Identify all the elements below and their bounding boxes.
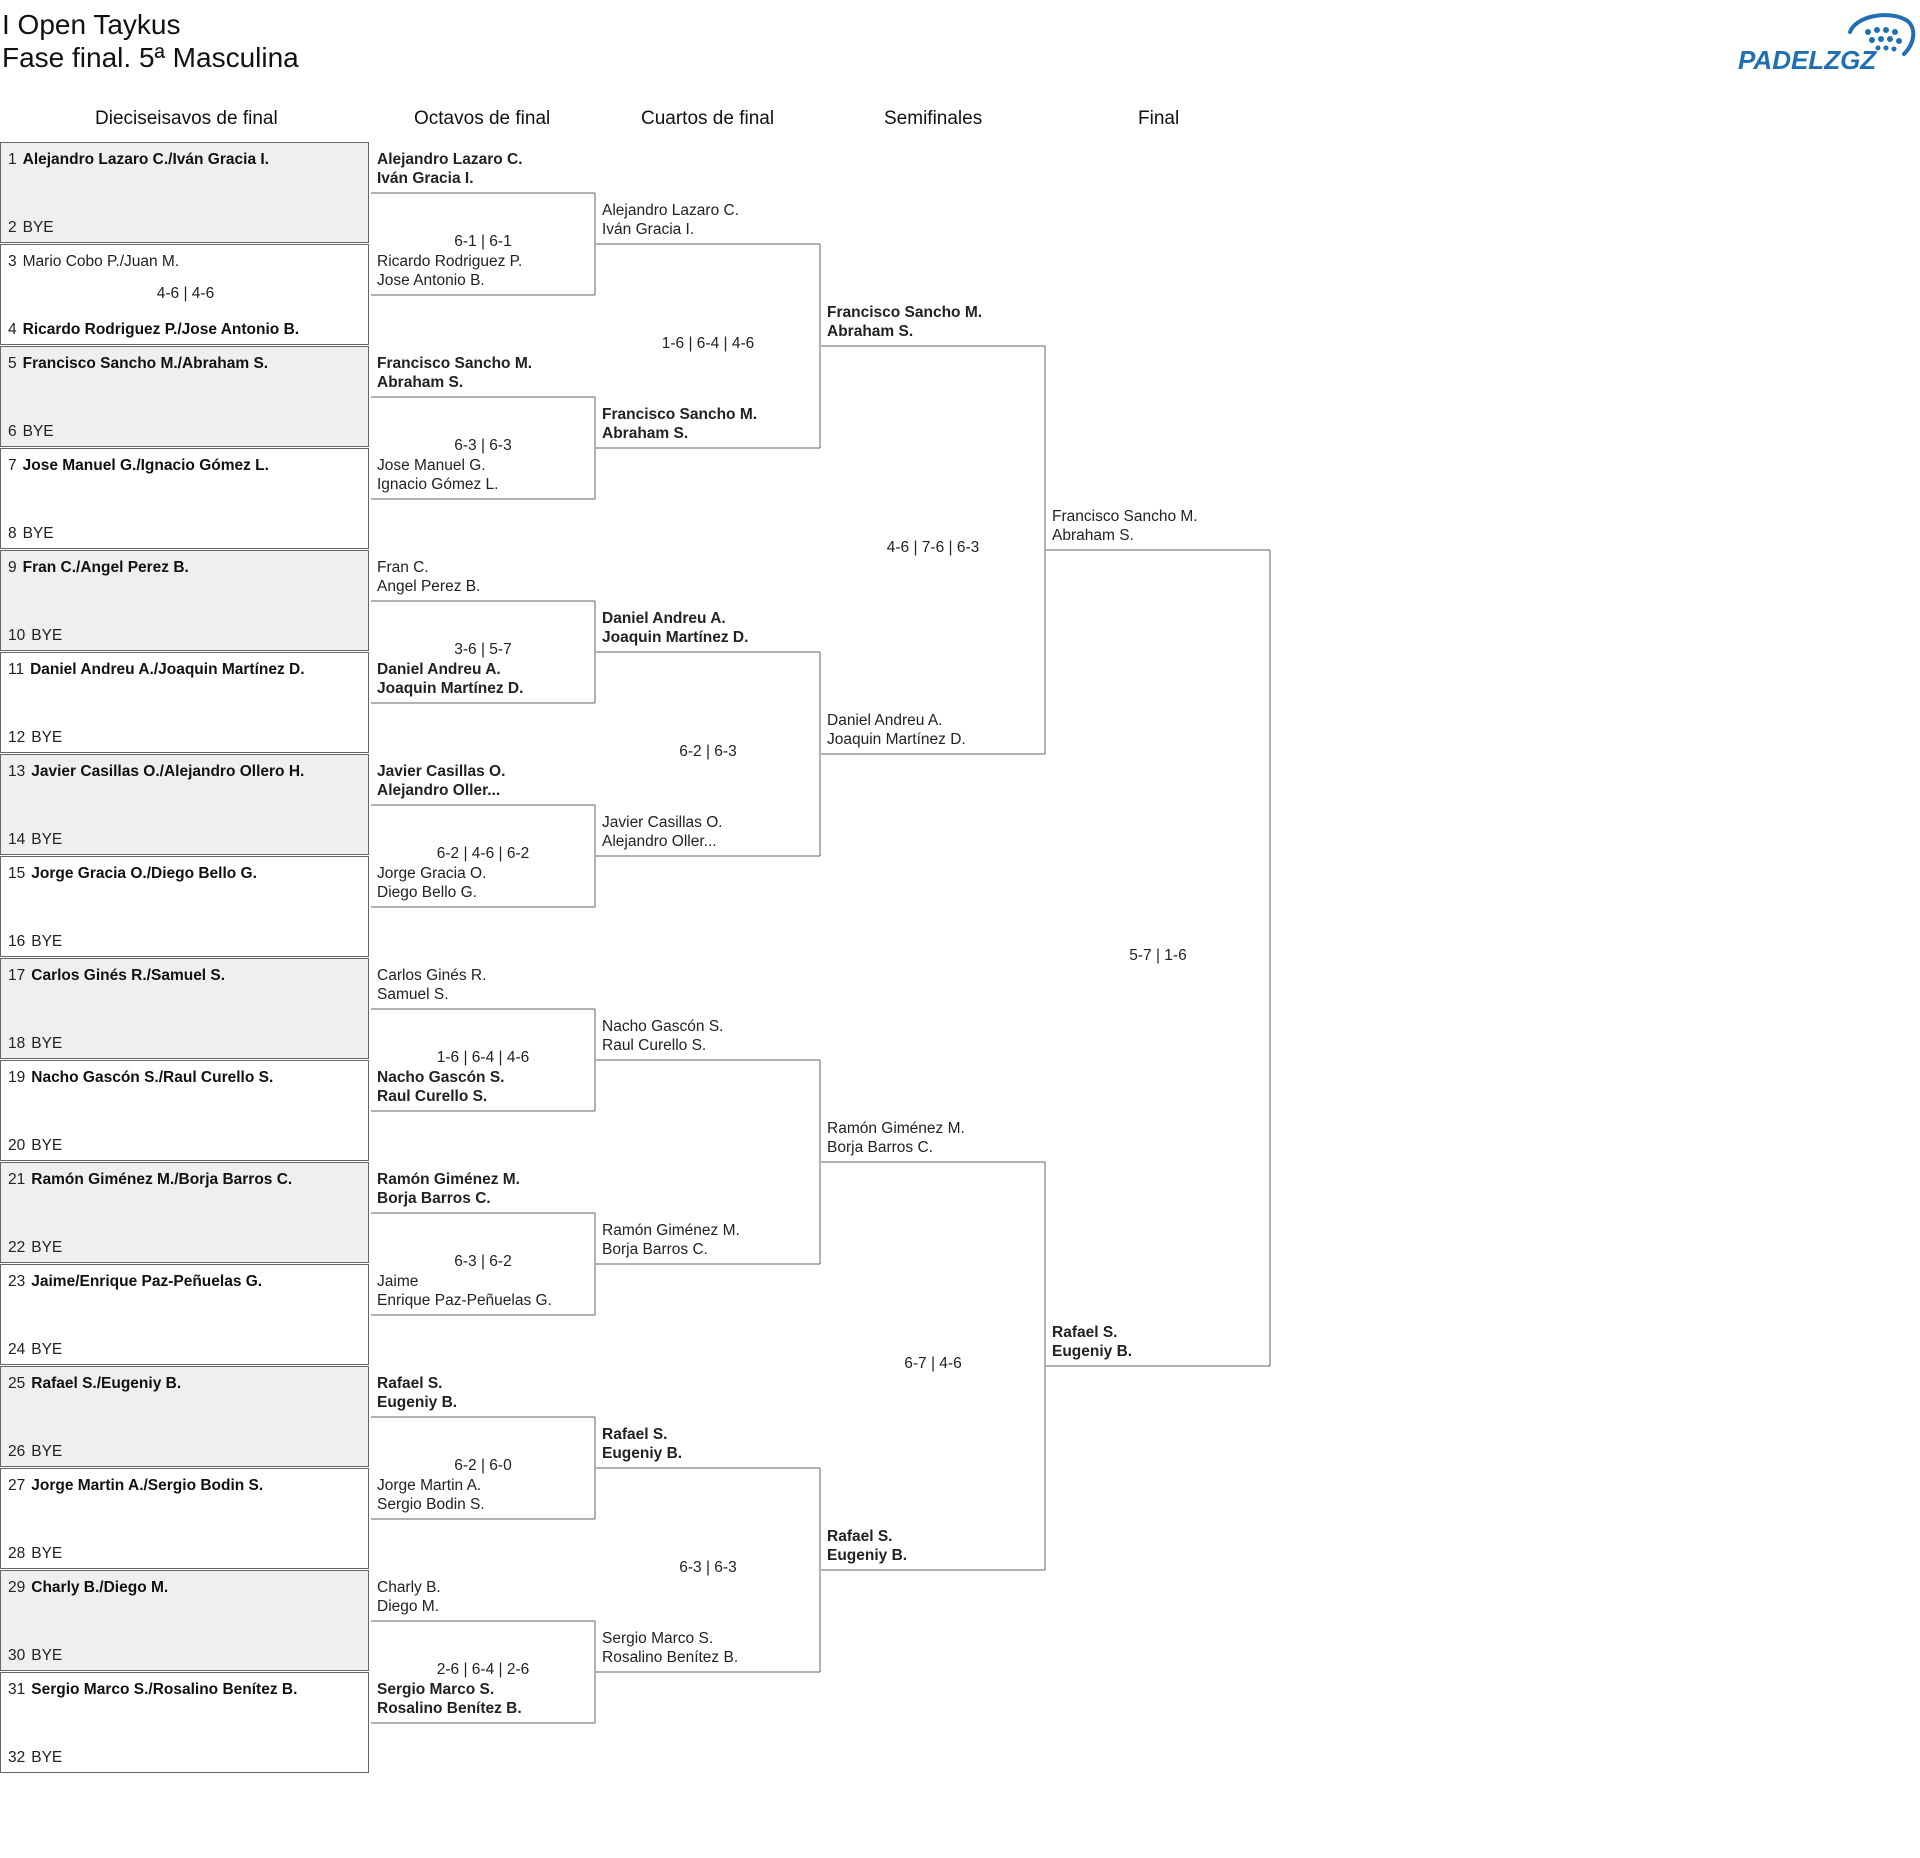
team-name: Fran C./Angel Perez B. — [22, 559, 189, 576]
team-name: BYE — [22, 525, 54, 542]
team-name: BYE — [31, 831, 63, 848]
player-name: Iván Gracia I. — [377, 170, 474, 187]
player-name: Jose Antonio B. — [377, 272, 485, 289]
player-name: Rosalino Benítez B. — [377, 1700, 522, 1717]
team-name: BYE — [31, 1647, 63, 1664]
team-pair-top — [602, 201, 739, 239]
player-name: Rosalino Benítez B. — [602, 1649, 739, 1666]
seed-number: 15 — [8, 865, 26, 882]
seed-number: 4 — [8, 321, 17, 338]
player-name: Sergio Bodin S. — [377, 1496, 485, 1513]
player-name: Jorge Martin A. — [377, 1477, 482, 1494]
player-name: Fran C. — [377, 559, 429, 576]
player-name: Joaquin Martínez D. — [602, 629, 749, 646]
team-pair-bottom — [827, 711, 966, 749]
team-pair-bottom — [377, 252, 522, 290]
seed-number: 26 — [8, 1443, 26, 1460]
seed-number: 18 — [8, 1035, 26, 1052]
player-name: Abraham S. — [827, 323, 914, 340]
player-name: Jose Manuel G. — [377, 457, 486, 474]
seed-number: 20 — [8, 1137, 26, 1154]
team-pair-top — [377, 558, 480, 596]
player-name: Samuel S. — [377, 986, 449, 1003]
team-name: Jorge Gracia O./Diego Bello G. — [31, 865, 257, 882]
player-name: Jorge Gracia O. — [377, 865, 487, 882]
team-name: Javier Casillas O./Alejandro Ollero H. — [31, 763, 305, 780]
team-name: BYE — [31, 1545, 63, 1562]
team-pair-top — [377, 1578, 441, 1616]
seed-number: 12 — [8, 729, 26, 746]
seed-number: 24 — [8, 1341, 26, 1358]
player-name: Eugeniy B. — [602, 1445, 683, 1462]
team-pair-top — [602, 1017, 723, 1055]
player-name: Borja Barros C. — [602, 1241, 708, 1258]
team-name: Carlos Ginés R./Samuel S. — [31, 967, 226, 984]
player-name: Alejandro Lazaro C. — [377, 151, 523, 168]
player-name: Joaquin Martínez D. — [377, 680, 524, 697]
player-name: Abraham S. — [602, 425, 689, 442]
player-name: Nacho Gascón S. — [377, 1069, 505, 1086]
player-name: Rafael S. — [1052, 1324, 1118, 1341]
player-name: Ricardo Rodriguez P. — [377, 253, 523, 270]
player-name: Sergio Marco S. — [377, 1681, 495, 1698]
player-name: Abraham S. — [1052, 527, 1134, 544]
match-score: 6-3 | 6-3 — [454, 437, 512, 454]
round-title-semifinales: Semifinales — [884, 108, 983, 129]
player-name: Eugeniy B. — [377, 1394, 458, 1411]
team-pair-top — [377, 762, 505, 800]
player-name: Diego M. — [377, 1598, 440, 1615]
team-pair-bottom — [602, 813, 723, 851]
player-name: Eugeniy B. — [827, 1547, 908, 1564]
seed-number: 32 — [8, 1749, 26, 1766]
player-name: Alejandro Lazaro C. — [602, 202, 739, 219]
team-pair-top — [377, 1374, 457, 1412]
seed-number: 8 — [8, 525, 17, 542]
seed-number: 1 — [8, 151, 17, 168]
seed-number: 21 — [8, 1171, 26, 1188]
team-pair-top — [1052, 507, 1198, 545]
player-name: Diego Bello G. — [377, 884, 477, 901]
seed-number: 27 — [8, 1477, 26, 1494]
seed-number: 13 — [8, 763, 26, 780]
team-name: BYE — [31, 933, 63, 950]
seed-number: 28 — [8, 1545, 26, 1562]
page-title: I Open Taykus — [2, 9, 181, 40]
player-name: Ramón Giménez M. — [377, 1171, 520, 1188]
match-score: 6-3 | 6-2 — [454, 1253, 512, 1270]
player-name: Ramón Giménez M. — [827, 1120, 965, 1137]
team-name: Jorge Martin A./Sergio Bodin S. — [31, 1477, 264, 1494]
player-name: Javier Casillas O. — [377, 763, 506, 780]
player-name: Eugeniy B. — [1052, 1343, 1133, 1360]
player-name: Abraham S. — [377, 374, 464, 391]
match-score: 3-6 | 5-7 — [454, 641, 512, 658]
player-name: Rafael S. — [602, 1426, 668, 1443]
player-name: Angel Perez B. — [377, 578, 481, 595]
team-name: Sergio Marco S./Rosalino Benítez B. — [31, 1681, 298, 1698]
player-name: Alejandro Oller... — [377, 782, 501, 799]
player-name: Francisco Sancho M. — [827, 304, 983, 321]
player-name: Sergio Marco S. — [602, 1630, 714, 1647]
player-name: Daniel Andreu A. — [377, 661, 501, 678]
match-score: 6-2 | 4-6 | 6-2 — [436, 845, 530, 862]
team-name: Nacho Gascón S./Raul Curello S. — [31, 1069, 274, 1086]
team-pair-bottom — [827, 1527, 907, 1565]
team-pair-bottom — [377, 1680, 522, 1718]
seed-number: 25 — [8, 1375, 26, 1392]
team-name: BYE — [31, 729, 63, 746]
team-pair-bottom — [377, 660, 523, 698]
team-name: Charly B./Diego M. — [31, 1579, 169, 1596]
player-name: Francisco Sancho M. — [602, 406, 758, 423]
match-score: 6-2 | 6-3 — [679, 743, 737, 760]
seed-number: 3 — [8, 253, 17, 270]
team-pair-bottom — [377, 864, 486, 902]
match-score: 5-7 | 1-6 — [1129, 947, 1187, 964]
seed-number: 14 — [8, 831, 26, 848]
team-name: Alejandro Lazaro C./Iván Gracia I. — [22, 151, 269, 168]
seed-number: 30 — [8, 1647, 26, 1664]
team-name: BYE — [31, 1035, 63, 1052]
team-pair-top — [377, 1170, 520, 1208]
team-name: BYE — [31, 627, 63, 644]
player-name: Francisco Sancho M. — [377, 355, 533, 372]
match-score: 6-1 | 6-1 — [454, 233, 512, 250]
seed-number: 6 — [8, 423, 17, 440]
team-name: Jose Manuel G./Ignacio Gómez L. — [22, 457, 269, 474]
player-name: Javier Casillas O. — [602, 814, 723, 831]
player-name: Raul Curello S. — [602, 1037, 707, 1054]
player-name: Daniel Andreu A. — [827, 712, 943, 729]
player-name: Borja Barros C. — [827, 1139, 933, 1156]
match-score: 4-6 | 7-6 | 6-3 — [886, 539, 980, 556]
team-pair-top — [377, 354, 532, 392]
seed-number: 17 — [8, 967, 26, 984]
team-name: BYE — [31, 1341, 63, 1358]
seed-number: 16 — [8, 933, 26, 950]
match-score: 6-2 | 6-0 — [454, 1457, 512, 1474]
team-name: Rafael S./Eugeniy B. — [31, 1375, 182, 1392]
team-name: Jaime/Enrique Paz-Peñuelas G. — [31, 1273, 263, 1290]
player-name: Nacho Gascón S. — [602, 1018, 724, 1035]
match-score: 6-7 | 4-6 — [904, 1355, 962, 1372]
team-pair-bottom — [377, 1476, 485, 1514]
team-name: BYE — [22, 219, 54, 236]
team-pair-bottom — [377, 456, 498, 494]
player-name: Carlos Ginés R. — [377, 967, 487, 984]
team-name: BYE — [31, 1239, 63, 1256]
team-pair-bottom — [602, 1221, 740, 1259]
player-name: Rafael S. — [827, 1528, 893, 1545]
player-name: Raul Curello S. — [377, 1088, 488, 1105]
team-pair-bottom — [377, 1068, 504, 1106]
team-pair-top — [602, 609, 748, 647]
player-name: Francisco Sancho M. — [1052, 508, 1198, 525]
match-score: 1-6 | 6-4 | 4-6 — [661, 335, 755, 352]
player-name: Joaquin Martínez D. — [827, 731, 966, 748]
page-subtitle: Fase final. 5ª Masculina — [2, 42, 299, 73]
match-score: 4-6 | 4-6 — [156, 285, 215, 302]
team-name: BYE — [31, 1443, 63, 1460]
team-name: BYE — [22, 423, 54, 440]
player-name: Ignacio Gómez L. — [377, 476, 499, 493]
logo-text: PADELZGZ — [1738, 45, 1877, 75]
team-name: Ramón Giménez M./Borja Barros C. — [31, 1171, 293, 1188]
player-name: Jaime — [377, 1273, 419, 1290]
team-name: BYE — [31, 1749, 63, 1766]
team-pair-bottom — [377, 1272, 552, 1310]
match-score: 6-3 | 6-3 — [679, 1559, 737, 1576]
seed-number: 31 — [8, 1681, 26, 1698]
player-name: Charly B. — [377, 1579, 441, 1596]
team-pair-top — [827, 1119, 965, 1157]
team-name: Francisco Sancho M./Abraham S. — [22, 355, 269, 372]
seed-number: 10 — [8, 627, 26, 644]
player-name: Borja Barros C. — [377, 1190, 491, 1207]
team-name: Ricardo Rodriguez P./Jose Antonio B. — [22, 321, 300, 338]
seed-number: 7 — [8, 457, 17, 474]
team-pair-bottom — [1052, 1323, 1132, 1361]
round-title-octavos: Octavos de final — [414, 108, 551, 129]
seed-number: 9 — [8, 559, 17, 576]
team-pair-top — [827, 303, 982, 341]
seed-number: 5 — [8, 355, 17, 372]
player-name: Daniel Andreu A. — [602, 610, 726, 627]
team-pair-top — [377, 150, 523, 188]
round-title-dieciseisavos: Dieciseisavos de final — [95, 108, 278, 129]
match-score: 1-6 | 6-4 | 4-6 — [436, 1049, 530, 1066]
player-name: Alejandro Oller... — [602, 833, 717, 850]
player-name: Iván Gracia I. — [602, 221, 695, 238]
seed-number: 11 — [8, 661, 25, 678]
seed-number: 19 — [8, 1069, 26, 1086]
player-name: Ramón Giménez M. — [602, 1222, 740, 1239]
team-pair-bottom — [602, 1629, 738, 1667]
team-name: Mario Cobo P./Juan M. — [22, 253, 180, 270]
team-name: BYE — [31, 1137, 63, 1154]
player-name: Rafael S. — [377, 1375, 443, 1392]
match-score: 2-6 | 6-4 | 2-6 — [436, 1661, 530, 1678]
round-title-final: Final — [1138, 108, 1180, 129]
seed-number: 2 — [8, 219, 17, 236]
player-name: Enrique Paz-Peñuelas G. — [377, 1292, 552, 1309]
team-pair-bottom — [602, 405, 757, 443]
seed-number: 29 — [8, 1579, 26, 1596]
team-pair-top — [377, 966, 486, 1004]
round-title-cuartos: Cuartos de final — [641, 108, 775, 129]
seed-number: 22 — [8, 1239, 26, 1256]
team-pair-top — [602, 1425, 682, 1463]
team-name: Daniel Andreu A./Joaquin Martínez D. — [30, 661, 305, 678]
seed-number: 23 — [8, 1273, 26, 1290]
